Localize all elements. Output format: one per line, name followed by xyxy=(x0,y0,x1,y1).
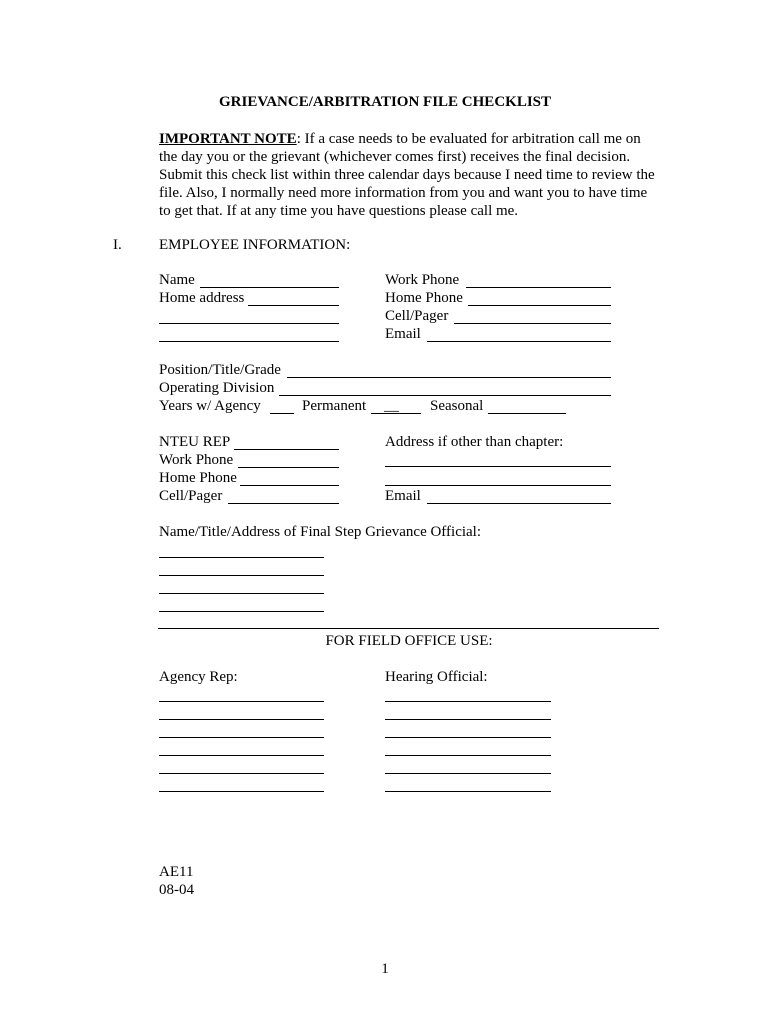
name-label: Name xyxy=(159,272,195,288)
cell-pager-label: Cell/Pager xyxy=(385,308,449,324)
home-phone-label: Home Phone xyxy=(385,290,463,306)
rep-home-phone-label: Home Phone xyxy=(159,470,237,486)
hearing-official-line-5[interactable] xyxy=(385,773,551,774)
division-label: Operating Division xyxy=(159,380,275,396)
agency-rep-line-1[interactable] xyxy=(159,701,324,702)
work-phone-label: Work Phone xyxy=(385,272,460,288)
position-field[interactable] xyxy=(287,377,611,378)
form-code: AE11 xyxy=(159,864,194,880)
official-line-3[interactable] xyxy=(159,593,324,594)
important-note-label: IMPORTANT NOTE xyxy=(159,131,297,147)
page-number: 1 xyxy=(381,961,389,977)
important-note xyxy=(159,130,659,220)
seasonal-label: Seasonal xyxy=(430,398,484,414)
field-office-heading: FOR FIELD OFFICE USE: xyxy=(325,633,493,649)
official-line-2[interactable] xyxy=(159,575,324,576)
hearing-official-label: Hearing Official: xyxy=(385,669,488,685)
official-line-4[interactable] xyxy=(159,611,324,612)
nteu-rep-label: NTEU REP xyxy=(159,434,231,450)
cell-pager-field[interactable] xyxy=(454,323,611,324)
years-field[interactable] xyxy=(270,413,294,414)
rep-cell-pager-label: Cell/Pager xyxy=(159,488,223,504)
hearing-official-line-3[interactable] xyxy=(385,737,551,738)
agency-rep-line-2[interactable] xyxy=(159,719,324,720)
permanent-mark: __ xyxy=(384,398,399,414)
years-label: Years w/ Agency xyxy=(159,398,261,414)
rep-work-phone-label: Work Phone xyxy=(159,452,234,468)
home-address-line-2[interactable] xyxy=(159,323,339,324)
address-other-label: Address if other than chapter: xyxy=(385,434,564,450)
agency-rep-line-3[interactable] xyxy=(159,737,324,738)
section-heading: EMPLOYEE INFORMATION: xyxy=(159,237,351,253)
address-other-line-1[interactable] xyxy=(385,466,611,467)
rep-email-label: Email xyxy=(385,488,421,504)
official-label: Name/Title/Address of Final Step Grievance Official: xyxy=(159,524,482,540)
name-field[interactable] xyxy=(200,287,339,288)
page-title: GRIEVANCE/ARBITRATION FILE CHECKLIST xyxy=(218,94,552,110)
agency-rep-line-4[interactable] xyxy=(159,755,324,756)
hearing-official-line-4[interactable] xyxy=(385,755,551,756)
email-label: Email xyxy=(385,326,421,342)
seasonal-field[interactable] xyxy=(488,413,566,414)
form-date: 08-04 xyxy=(159,882,194,898)
important-note-text: : If a case needs to be evaluated for arbitration call me on the day you or the grievant (whichever comes first) receives the final decision. Submit this check list within three calendar days because I need time to review the file. Also, I normally need more information from you and want you to have time to get that. If at any time you have questions please call me. xyxy=(159,131,655,219)
home-address-field[interactable] xyxy=(248,305,339,306)
official-line-1[interactable] xyxy=(159,557,324,558)
hearing-official-line-6[interactable] xyxy=(385,791,551,792)
work-phone-field[interactable] xyxy=(466,287,611,288)
agency-rep-line-5[interactable] xyxy=(159,773,324,774)
home-phone-field[interactable] xyxy=(468,305,611,306)
hearing-official-line-2[interactable] xyxy=(385,719,551,720)
section-number: I. xyxy=(113,237,122,253)
section-divider xyxy=(158,628,659,629)
home-address-label: Home address xyxy=(159,290,245,306)
agency-rep-line-6[interactable] xyxy=(159,791,324,792)
hearing-official-line-1[interactable] xyxy=(385,701,551,702)
rep-work-phone-field[interactable] xyxy=(238,467,339,468)
email-field[interactable] xyxy=(427,341,611,342)
rep-email-field[interactable] xyxy=(427,503,611,504)
position-label: Position/Title/Grade xyxy=(159,362,281,378)
address-other-line-2[interactable] xyxy=(385,485,611,486)
division-field[interactable] xyxy=(279,395,611,396)
rep-home-phone-field[interactable] xyxy=(240,485,339,486)
nteu-rep-field[interactable] xyxy=(234,449,339,450)
home-address-line-3[interactable] xyxy=(159,341,339,342)
agency-rep-label: Agency Rep: xyxy=(159,669,238,685)
rep-cell-pager-field[interactable] xyxy=(228,503,339,504)
permanent-label: Permanent xyxy=(302,398,367,414)
